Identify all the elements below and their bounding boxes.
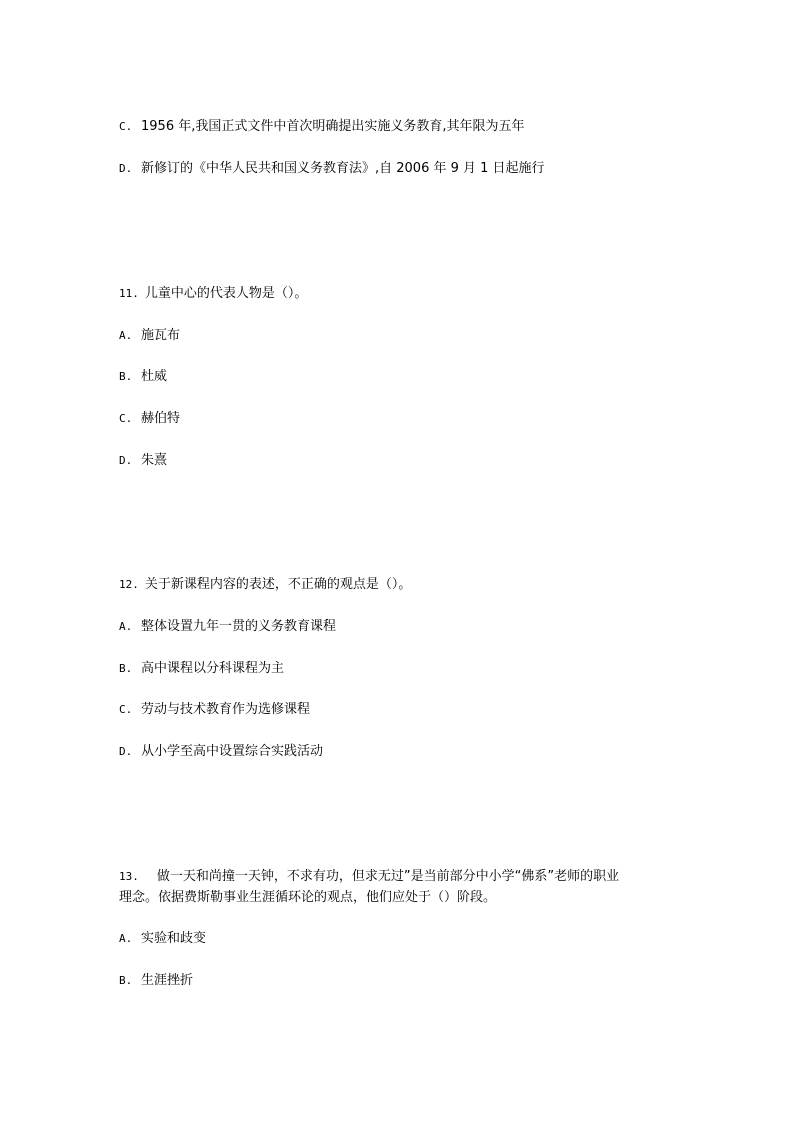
- option-text: 朱熹: [141, 453, 168, 468]
- option-text: 从小学至高中设置综合实践活动: [141, 744, 324, 759]
- question-text-continued: 理念。依据费斯勒事业生涯循环论的观点，他们应处于（）阶段。: [119, 890, 497, 905]
- option-letter: C.: [119, 703, 133, 716]
- q13-stem-line1: [119, 867, 619, 887]
- option-text: 新修订的《中华人民共和国义务教育法》,自 2006 年 9 月 1 日起施行: [141, 161, 545, 176]
- option-text: 施瓦布: [141, 328, 181, 343]
- q12-stem: [119, 575, 411, 595]
- option-letter: A.: [119, 329, 133, 342]
- q11-option-c: [119, 409, 180, 429]
- option-letter: A.: [119, 620, 133, 633]
- option-letter: B.: [119, 370, 133, 383]
- option-letter: C.: [119, 412, 133, 425]
- option-text: 劳动与技术教育作为选修课程: [141, 702, 311, 717]
- question-text: 儿童中心的代表人物是（）。: [144, 286, 308, 301]
- question-number: 12.: [119, 578, 139, 591]
- option-letter: D.: [119, 745, 133, 758]
- q12-option-a: [119, 617, 336, 637]
- q10-option-d: [119, 159, 545, 179]
- q13-stem-line2: [119, 888, 496, 908]
- option-text: 高中课程以分科课程为主: [141, 661, 285, 676]
- option-text: 实验和歧变: [141, 931, 207, 946]
- option-text: 整体设置九年一贯的义务教育课程: [141, 619, 337, 634]
- option-letter: B.: [119, 974, 133, 987]
- q11-option-a: [119, 326, 180, 346]
- option-letter: D.: [119, 454, 133, 467]
- q12-option-d: [119, 742, 323, 762]
- q11-option-b: [119, 367, 167, 387]
- question-number: 13.: [119, 870, 139, 883]
- question-text: 关于新课程内容的表述，不正确的观点是（）。: [144, 577, 412, 592]
- question-text: 做一天和尚撞一天钟，不求有功，但求无过”是当前部分中小学“佛系”老师的职业: [156, 869, 620, 884]
- q12-option-c: [119, 700, 310, 720]
- question-number: 11.: [119, 287, 139, 300]
- option-letter: D.: [119, 162, 133, 175]
- q13-option-a: [119, 929, 206, 949]
- q12-option-b: [119, 659, 284, 679]
- q13-option-b: [119, 971, 193, 991]
- q11-stem: [119, 284, 307, 304]
- option-text: 杜威: [141, 369, 168, 384]
- option-letter: A.: [119, 932, 133, 945]
- option-text: 1956 年,我国正式文件中首次明确提出实施义务教育,其年限为五年: [141, 119, 525, 134]
- option-text: 生涯挫折: [141, 973, 194, 988]
- option-text: 赫伯特: [141, 411, 181, 426]
- option-letter: C.: [119, 120, 133, 133]
- option-letter: B.: [119, 662, 133, 675]
- q10-option-c: [119, 117, 524, 137]
- q11-option-d: [119, 451, 167, 471]
